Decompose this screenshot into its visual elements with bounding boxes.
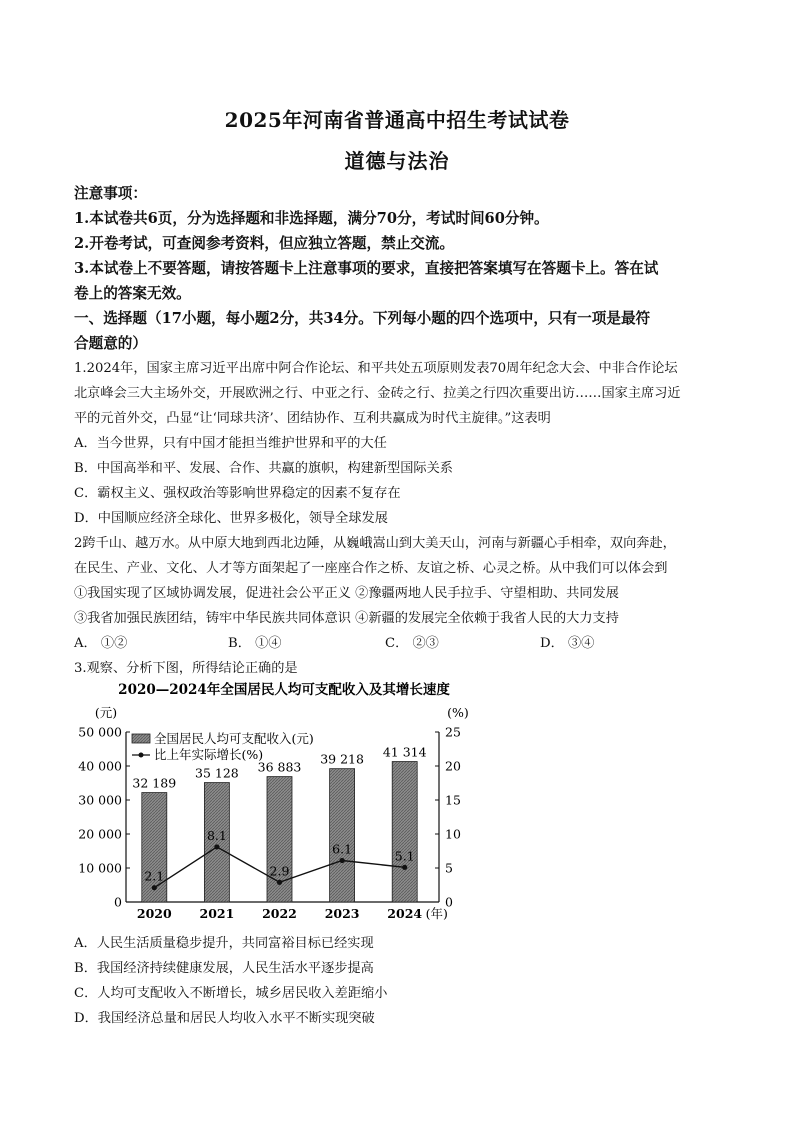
- y-right-tick-label: 25: [445, 724, 461, 740]
- income-bar: [392, 762, 417, 902]
- q2-statement-1-2: ①我国实现了区域协调发展，促进社会公平正义 ②豫疆两地人民手拉手、守望相助、共同发展: [74, 586, 619, 601]
- growth-label: 5.1: [394, 848, 415, 864]
- income-bar-label: 35 128: [195, 765, 239, 781]
- q1-option-d: D．中国顺应经济全球化、世界多极化，领导全球发展: [74, 511, 388, 526]
- income-bar-label: 32 189: [132, 775, 177, 791]
- q3-stem: 3.观察、分析下图，所得结论正确的是: [74, 661, 298, 676]
- x-tick-label: 2023: [324, 906, 360, 921]
- q3-option-c: C．人均可支配收入不断增长，城乡居民收入差距缩小: [74, 986, 388, 1001]
- y-right-tick-label: 0: [445, 894, 453, 910]
- notice-heading: 注意事项：: [74, 185, 147, 202]
- legend-bar-label: 全国居民人均可支配收入(元): [154, 731, 314, 746]
- x-tick-label: 2021: [199, 906, 235, 921]
- q2-option-c: C． ②③: [385, 636, 439, 651]
- q2-option-d: D． ③④: [540, 636, 595, 651]
- x-axis-unit: (年): [425, 906, 448, 921]
- notice-item-1: 1.本试卷共6页，分为选择题和非选择题，满分70分，考试时间60分钟。: [74, 210, 549, 227]
- q2-option-a: A． ①②: [74, 636, 128, 651]
- q2-statement-3-4: ③我省加强民族团结，铸牢中华民族共同体意识 ④新疆的发展完全依赖于我省人民的大力支持: [74, 611, 619, 626]
- income-bar: [330, 769, 355, 902]
- q1-option-b: B．中国高举和平、发展、合作、共赢的旗帜，构建新型国际关系: [74, 461, 453, 476]
- growth-label: 8.1: [206, 827, 227, 843]
- q1-stem-line-1: 1.2024年，国家主席习近平出席中阿合作论坛、和平共处五项原则发表70周年纪念大会、中非合作论坛: [74, 361, 678, 376]
- y-right-tick-label: 10: [445, 826, 461, 842]
- section-heading: 一、选择题（17小题，每小题2分，共34分。下列每小题的四个选项中，只有一项是最符: [74, 310, 651, 327]
- y-left-tick-label: 50 000: [78, 724, 122, 740]
- income-bar-label: 41 314: [382, 744, 427, 760]
- growth-point: [277, 880, 282, 885]
- q1-option-c: C．霸权主义、强权政治等影响世界稳定的因素不复存在: [74, 486, 401, 501]
- q2-stem-line-2: 在民生、产业、文化、人才等方面架起了一座座合作之桥、友谊之桥、心灵之桥。从中我们可以体会到: [74, 561, 668, 576]
- growth-label: 2.9: [269, 863, 290, 879]
- income-chart: [74, 680, 494, 925]
- notice-item-2: 2.开卷考试，可查阅参考资料，但应独立答题，禁止交流。: [74, 235, 455, 252]
- growth-point: [214, 844, 219, 849]
- legend-line-label: 比上年实际增长(%): [154, 747, 264, 762]
- q3-option-a: A．人民生活质量稳步提升，共同富裕目标已经实现: [74, 936, 374, 951]
- chart-title: 2020—2024年全国居民人均可支配收入及其增长速度: [118, 682, 450, 698]
- y-right-tick-label: 15: [445, 792, 461, 808]
- y-right-tick-label: 20: [445, 758, 461, 774]
- subject-title: 道德与法治: [344, 149, 450, 173]
- x-tick-label: 2024: [387, 906, 423, 921]
- notice-item-3: 3.本试卷上不要答题，请按答题卡上注意事项的要求，直接把答案填写在答题卡上。答在试: [74, 260, 659, 277]
- growth-point: [402, 865, 407, 870]
- y-left-unit: (元): [94, 705, 118, 720]
- income-chart-svg: [74, 680, 494, 925]
- q3-option-d: D．我国经济总量和居民人均收入水平不断实现突破: [74, 1011, 375, 1026]
- y-right-tick-label: 5: [445, 860, 453, 876]
- growth-point: [340, 858, 345, 863]
- x-tick-label: 2022: [262, 906, 297, 921]
- growth-point: [152, 885, 157, 890]
- y-left-tick-label: 0: [114, 894, 122, 910]
- y-left-tick-label: 30 000: [78, 792, 122, 808]
- y-left-tick-label: 40 000: [78, 758, 122, 774]
- income-bar-label: 36 883: [257, 759, 302, 775]
- q1-option-a: A．当今世界，只有中国才能担当维护世界和平的大任: [74, 436, 387, 451]
- notice-item-3-cont: 卷上的答案无效。: [74, 285, 191, 302]
- growth-label: 6.1: [332, 841, 353, 857]
- exam-title: 2025年河南省普通高中招生考试试卷: [224, 108, 570, 132]
- q3-option-b: B．我国经济持续健康发展，人民生活水平逐步提高: [74, 961, 374, 976]
- y-right-unit: (%): [447, 705, 469, 720]
- q1-stem-line-2: 北京峰会三大主场外交，开展欧洲之行、中亚之行、金砖之行、拉美之行四次重要出访……国家主席习近: [74, 386, 681, 401]
- y-left-tick-label: 20 000: [78, 826, 122, 842]
- legend-bar-swatch: [132, 734, 150, 743]
- q1-stem-line-3: 平的元首外交，凸显“让‘同球共济’、团结协作、互利共赢成为时代主旋律。”这表明: [74, 411, 551, 426]
- legend-line-marker: [139, 753, 144, 758]
- q2-option-b: B． ①④: [228, 636, 282, 651]
- income-chart-canvas: [74, 680, 494, 925]
- income-bar-label: 39 218: [320, 751, 364, 767]
- section-heading-cont: 合题意的）: [74, 335, 147, 352]
- x-tick-label: 2020: [136, 906, 172, 921]
- y-left-tick-label: 10 000: [78, 860, 122, 876]
- growth-label: 2.1: [144, 868, 165, 884]
- q2-stem-line-1: 2跨千山、越万水。从中原大地到西北边陲，从巍峨嵩山到大美天山，河南与新疆心手相牵，双向奔赴，: [74, 536, 676, 551]
